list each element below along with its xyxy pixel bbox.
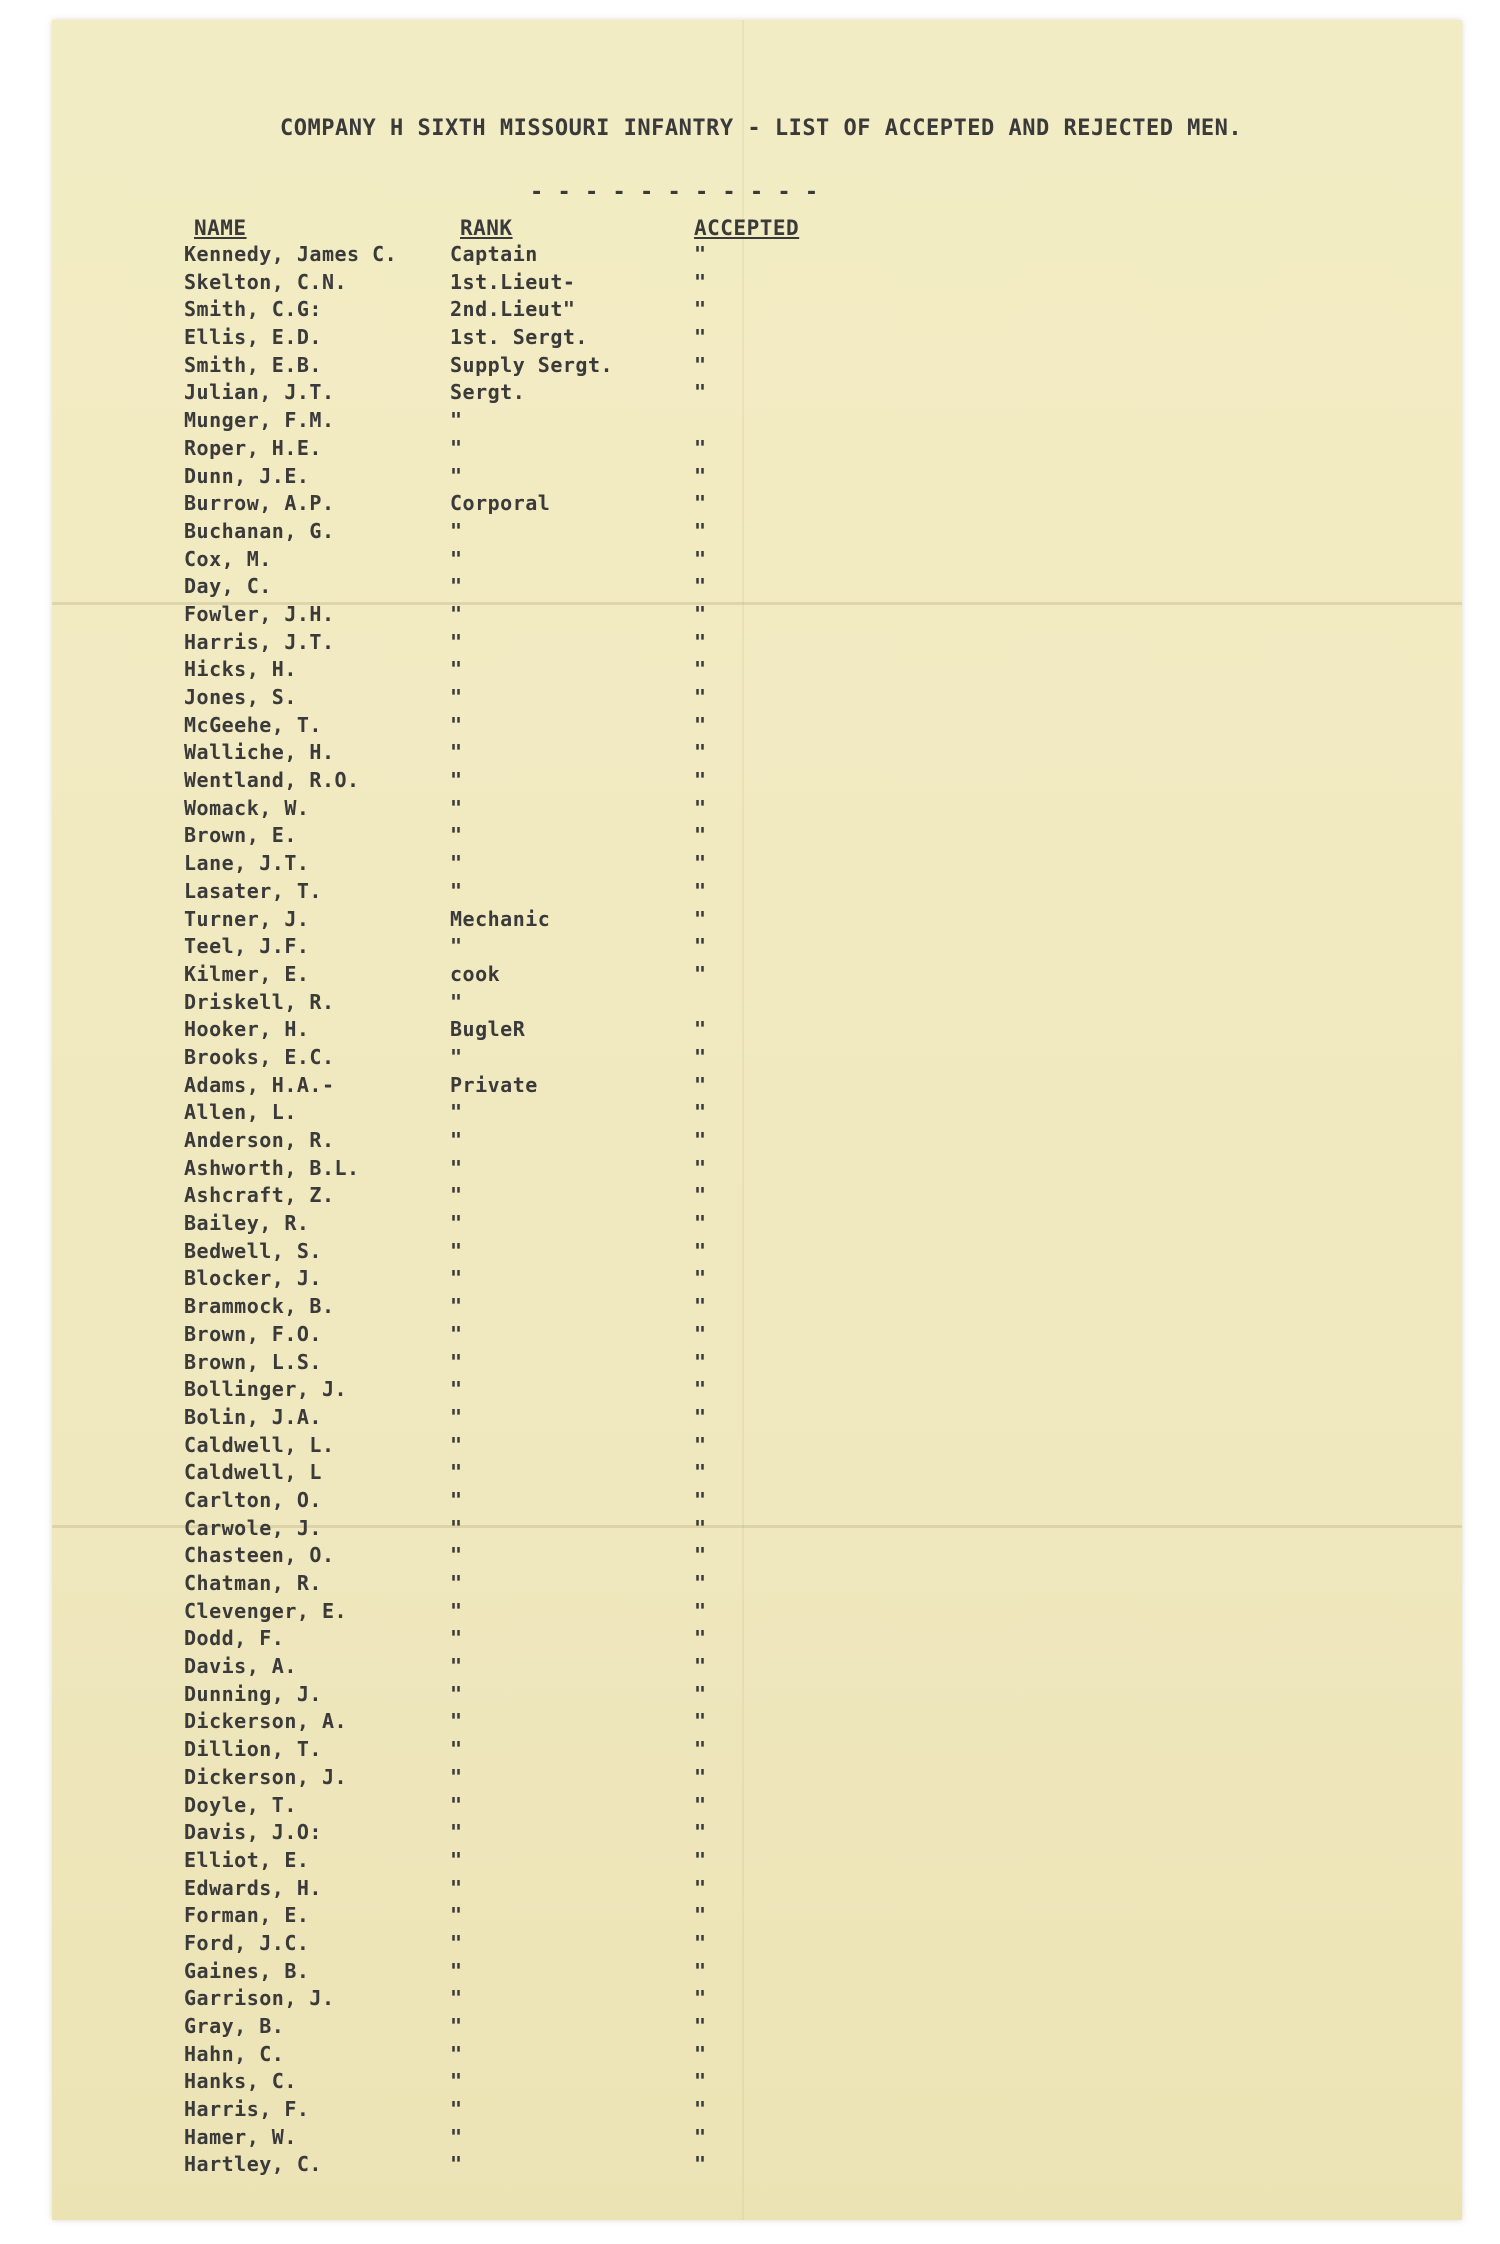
roster-accepted: " [694, 1875, 707, 1900]
roster-accepted: " [694, 1432, 707, 1457]
roster-row [52, 1100, 1462, 1128]
roster-rank: " [450, 1847, 463, 1872]
roster-row [52, 297, 1462, 325]
roster-row [52, 2069, 1462, 2097]
roster-rank: " [450, 2097, 463, 2122]
roster-rank: " [450, 435, 463, 460]
roster-accepted: " [694, 380, 707, 405]
roster-rank: " [450, 1377, 463, 1402]
roster-row [52, 685, 1462, 713]
roster-rank: " [450, 1128, 463, 1152]
roster-name: Smith, C.G: [184, 297, 322, 322]
roster-name: Hanks, C. [184, 2069, 297, 2094]
roster-name: Kennedy, James C. [184, 242, 398, 266]
roster-rank: " [450, 1321, 463, 1346]
roster-rank: 2nd.Lieut" [450, 297, 576, 322]
roster-name: Bailey, R. [184, 1211, 310, 1236]
roster-rank: BugleR [450, 1017, 526, 1042]
roster-accepted: " [694, 1072, 707, 1097]
roster-rank: " [450, 1183, 463, 1208]
roster-rank: " [450, 823, 463, 848]
roster-name: Teel, J.F. [184, 934, 310, 959]
roster-rank: " [450, 1903, 463, 1928]
roster-accepted: " [694, 601, 707, 626]
roster-name: Julian, J.T. [184, 380, 335, 405]
roster-accepted: " [694, 961, 707, 986]
roster-rank: " [450, 1709, 463, 1734]
roster-row [52, 2152, 1462, 2180]
roster-row [52, 1765, 1462, 1793]
roster-row [52, 1793, 1462, 1821]
roster-rank: " [450, 1211, 463, 1236]
roster-rank: " [450, 1930, 463, 1955]
roster-accepted: " [694, 491, 707, 516]
roster-rank: Captain [450, 242, 538, 266]
roster-name: Chatman, R. [184, 1571, 322, 1595]
roster-row [52, 519, 1462, 547]
roster-rank: Corporal [450, 491, 551, 516]
roster-name: Bedwell, S. [184, 1238, 322, 1263]
roster-accepted: " [694, 1764, 707, 1789]
roster-row [52, 1350, 1462, 1378]
roster-row [52, 353, 1462, 381]
roster-accepted: " [694, 1930, 707, 1955]
roster-name: Clevenger, E. [184, 1598, 348, 1623]
roster-name: Ashworth, B.L. [184, 1155, 360, 1180]
roster-row [52, 1377, 1462, 1405]
roster-row [52, 879, 1462, 907]
roster-name: Harris, F. [184, 2097, 310, 2122]
roster-rank: " [450, 1598, 463, 1623]
roster-name: Forman, E. [184, 1903, 310, 1928]
roster-name: Davis, J.O: [184, 1820, 322, 1845]
roster-name: Smith, E.B. [184, 352, 322, 377]
roster-accepted: " [694, 1266, 707, 1291]
roster-rank: " [450, 1764, 463, 1789]
roster-row [52, 1931, 1462, 1959]
roster-name: Lane, J.T. [184, 851, 310, 876]
roster-rank: " [450, 795, 463, 820]
roster-name: Hooker, H. [184, 1017, 310, 1042]
roster-row [52, 1876, 1462, 1904]
roster-rank: " [450, 408, 463, 433]
column-header-rank: RANK [460, 216, 513, 240]
roster-row [52, 796, 1462, 824]
roster-name: Brooks, E.C. [184, 1044, 335, 1069]
roster-row [52, 464, 1462, 492]
roster-accepted: " [694, 546, 707, 571]
roster-rank: " [450, 1543, 463, 1568]
roster-accepted: " [694, 1100, 707, 1125]
roster-row [52, 1045, 1462, 1073]
roster-row [52, 1322, 1462, 1350]
roster-name: Fowler, J.H. [184, 601, 335, 626]
roster-accepted: " [694, 1155, 707, 1180]
roster-rank: " [450, 2069, 463, 2094]
roster-row [52, 547, 1462, 575]
roster-accepted: " [694, 352, 707, 377]
roster-accepted: " [694, 906, 707, 931]
roster-name: Walliche, H. [184, 740, 335, 765]
roster-accepted: " [694, 1377, 707, 1402]
roster-accepted: " [694, 297, 707, 322]
roster-row [52, 2042, 1462, 2070]
roster-row [52, 2014, 1462, 2042]
roster-name: Dickerson, J. [184, 1764, 348, 1789]
roster-row [52, 1959, 1462, 1987]
roster-row [52, 990, 1462, 1018]
roster-name: Dunn, J.E. [184, 463, 310, 488]
roster-accepted: " [694, 851, 707, 876]
roster-rank: " [450, 1820, 463, 1845]
roster-row [52, 1460, 1462, 1488]
roster-name: Turner, J. [184, 906, 310, 931]
roster-rank: " [450, 1349, 463, 1374]
roster-row [52, 1737, 1462, 1765]
column-header-name: NAME [194, 216, 247, 240]
roster-name: Gaines, B. [184, 1958, 310, 1983]
roster-rank: " [450, 1875, 463, 1900]
roster-name: Hartley, C. [184, 2152, 322, 2177]
roster-name: Ashcraft, Z. [184, 1183, 335, 1208]
roster-rank: " [450, 1432, 463, 1457]
roster-row [52, 768, 1462, 796]
roster-name: Brown, F.O. [184, 1321, 322, 1346]
roster-name: Cox, M. [184, 546, 272, 571]
roster-row [52, 1820, 1462, 1848]
roster-name: Caldwell, L [184, 1460, 322, 1485]
roster-rank: " [450, 1571, 463, 1595]
roster-name: Caldwell, L. [184, 1432, 335, 1457]
roster-row [52, 1709, 1462, 1737]
roster-row [52, 325, 1462, 353]
roster-name: Harris, J.T. [184, 629, 335, 654]
roster-rank: " [450, 2124, 463, 2149]
roster-accepted: " [694, 795, 707, 820]
roster-row [52, 1516, 1462, 1544]
roster-row [52, 1266, 1462, 1294]
roster-accepted: " [694, 1986, 707, 2011]
roster-row [52, 1599, 1462, 1627]
roster-name: Carwole, J. [184, 1515, 322, 1540]
roster-rank: " [450, 1487, 463, 1512]
roster-row [52, 242, 1462, 270]
column-header-accepted: ACCEPTED [694, 216, 800, 240]
roster-row [52, 1073, 1462, 1101]
roster-name: Burrow, A.P. [184, 491, 335, 516]
roster-row [52, 823, 1462, 851]
roster-accepted: " [694, 325, 707, 350]
roster-rank: " [450, 768, 463, 793]
roster-row [52, 1239, 1462, 1267]
roster-rank: " [450, 2041, 463, 2066]
roster-rank: " [450, 1681, 463, 1706]
roster-accepted: " [694, 2041, 707, 2066]
roster-row [52, 574, 1462, 602]
roster-name: Roper, H.E. [184, 435, 322, 460]
roster-name: Brown, L.S. [184, 1349, 322, 1374]
roster-rank: " [450, 574, 463, 599]
roster-accepted: " [694, 1737, 707, 1762]
roster-rank: " [450, 851, 463, 876]
roster-rank: " [450, 1294, 463, 1319]
roster-row [52, 1986, 1462, 2014]
roster-rank: " [450, 685, 463, 709]
roster-name: Day, C. [184, 574, 272, 599]
roster-rank: Sergt. [450, 380, 526, 405]
roster-name: Hahn, C. [184, 2041, 285, 2066]
roster-list [52, 242, 1462, 2180]
roster-row [52, 1017, 1462, 1045]
roster-row [52, 1294, 1462, 1322]
roster-name: Allen, L. [184, 1100, 297, 1125]
roster-rank: " [450, 1460, 463, 1485]
roster-accepted: " [694, 435, 707, 460]
roster-name: Bollinger, J. [184, 1377, 348, 1402]
roster-accepted: " [694, 768, 707, 793]
roster-rank: " [450, 1238, 463, 1263]
roster-accepted: " [694, 2152, 707, 2177]
roster-rank: " [450, 2152, 463, 2177]
roster-row [52, 962, 1462, 990]
roster-rank: " [450, 2014, 463, 2038]
roster-accepted: " [694, 1044, 707, 1069]
roster-accepted: " [694, 1349, 707, 1374]
roster-accepted: " [694, 1958, 707, 1983]
roster-rank: " [450, 1737, 463, 1762]
roster-name: Blocker, J. [184, 1266, 322, 1291]
roster-row [52, 1211, 1462, 1239]
roster-name: Kilmer, E. [184, 961, 310, 986]
roster-accepted: " [694, 1571, 707, 1595]
roster-accepted: " [694, 1211, 707, 1236]
roster-rank: " [450, 934, 463, 959]
roster-accepted: " [694, 1128, 707, 1152]
roster-name: Gray, B. [184, 2014, 285, 2038]
roster-rank: " [450, 989, 463, 1014]
roster-accepted: " [694, 2124, 707, 2149]
roster-rank: " [450, 1100, 463, 1125]
roster-accepted: " [694, 1654, 707, 1679]
roster-row [52, 2125, 1462, 2153]
roster-row [52, 1183, 1462, 1211]
roster-rank: 1st.Lieut- [450, 269, 576, 294]
roster-rank: " [450, 712, 463, 737]
roster-accepted: " [694, 934, 707, 959]
roster-row [52, 2097, 1462, 2125]
roster-name: Bolin, J.A. [184, 1404, 322, 1429]
roster-row [52, 1543, 1462, 1571]
roster-accepted: " [694, 657, 707, 682]
roster-row [52, 380, 1462, 408]
roster-name: Lasater, T. [184, 878, 322, 903]
roster-accepted: " [694, 1294, 707, 1319]
roster-row [52, 1848, 1462, 1876]
roster-accepted: " [694, 1792, 707, 1817]
roster-row [52, 934, 1462, 962]
roster-rank: " [450, 1266, 463, 1291]
roster-name: Anderson, R. [184, 1128, 335, 1152]
roster-accepted: " [694, 1598, 707, 1623]
roster-accepted: " [694, 1460, 707, 1485]
roster-name: Chasteen, O. [184, 1543, 335, 1568]
roster-row [52, 630, 1462, 658]
roster-name: Hamer, W. [184, 2124, 297, 2149]
roster-accepted: " [694, 518, 707, 543]
roster-name: Wentland, R.O. [184, 768, 360, 793]
roster-row [52, 1903, 1462, 1931]
roster-accepted: " [694, 740, 707, 765]
roster-rank: " [450, 878, 463, 903]
roster-name: Brown, E. [184, 823, 297, 848]
roster-row [52, 408, 1462, 436]
roster-rank: " [450, 1044, 463, 1069]
roster-row [52, 907, 1462, 935]
roster-accepted: " [694, 463, 707, 488]
roster-rank: " [450, 546, 463, 571]
roster-rank: Private [450, 1072, 538, 1097]
roster-name: Skelton, C.N. [184, 269, 348, 294]
roster-name: Davis, A. [184, 1654, 297, 1679]
roster-name: Edwards, H. [184, 1875, 322, 1900]
roster-name: Garrison, J. [184, 1986, 335, 2011]
roster-row [52, 1654, 1462, 1682]
roster-accepted: " [694, 1709, 707, 1734]
roster-row [52, 713, 1462, 741]
roster-accepted: " [694, 712, 707, 737]
roster-rank: " [450, 1155, 463, 1180]
roster-row [52, 1405, 1462, 1433]
roster-row [52, 1682, 1462, 1710]
roster-rank: " [450, 463, 463, 488]
roster-accepted: " [694, 1903, 707, 1928]
roster-rank: Mechanic [450, 906, 551, 931]
roster-rank: " [450, 1986, 463, 2011]
roster-name: Jones, S. [184, 685, 297, 709]
roster-accepted: " [694, 1820, 707, 1845]
roster-name: Ellis, E.D. [184, 325, 322, 350]
roster-name: Dillion, T. [184, 1737, 322, 1762]
roster-accepted: " [694, 1487, 707, 1512]
roster-row [52, 851, 1462, 879]
roster-accepted: " [694, 1847, 707, 1872]
roster-rank: " [450, 1958, 463, 1983]
roster-accepted: " [694, 1183, 707, 1208]
roster-row [52, 491, 1462, 519]
roster-rank: " [450, 629, 463, 654]
roster-name: Ford, J.C. [184, 1930, 310, 1955]
roster-rank: " [450, 740, 463, 765]
roster-accepted: " [694, 1017, 707, 1042]
roster-rank: " [450, 1626, 463, 1651]
roster-name: Dunning, J. [184, 1681, 322, 1706]
roster-rank: Supply Sergt. [450, 352, 614, 377]
roster-accepted: " [694, 1681, 707, 1706]
roster-accepted: " [694, 242, 707, 266]
roster-accepted: " [694, 2097, 707, 2122]
roster-rank: " [450, 657, 463, 682]
roster-accepted: " [694, 2069, 707, 2094]
roster-accepted: " [694, 685, 707, 709]
roster-name: Buchanan, G. [184, 518, 335, 543]
roster-row [52, 1433, 1462, 1461]
roster-accepted: " [694, 1404, 707, 1429]
roster-accepted: " [694, 878, 707, 903]
roster-row [52, 657, 1462, 685]
roster-rank: " [450, 518, 463, 543]
roster-accepted: " [694, 629, 707, 654]
roster-name: Doyle, T. [184, 1792, 297, 1817]
roster-name: Brammock, B. [184, 1294, 335, 1319]
roster-name: Adams, H.A.- [184, 1072, 335, 1097]
roster-accepted: " [694, 2014, 707, 2038]
roster-row [52, 1156, 1462, 1184]
roster-row [52, 1128, 1462, 1156]
roster-rank: " [450, 1654, 463, 1679]
roster-rank: " [450, 1404, 463, 1429]
roster-accepted: " [694, 574, 707, 599]
roster-rank: " [450, 1792, 463, 1817]
roster-accepted: " [694, 1626, 707, 1651]
roster-name: Womack, W. [184, 795, 310, 820]
roster-row [52, 270, 1462, 298]
roster-rank: " [450, 601, 463, 626]
roster-name: Hicks, H. [184, 657, 297, 682]
roster-name: McGeehe, T. [184, 712, 322, 737]
roster-name: Driskell, R. [184, 989, 335, 1014]
roster-row [52, 1488, 1462, 1516]
roster-name: Carlton, O. [184, 1487, 322, 1512]
roster-accepted: " [694, 1321, 707, 1346]
roster-accepted: " [694, 1543, 707, 1568]
roster-row [52, 740, 1462, 768]
roster-rank: " [450, 1515, 463, 1540]
roster-row [52, 436, 1462, 464]
document-page [52, 20, 1462, 2220]
roster-accepted: " [694, 269, 707, 294]
roster-rank: cook [450, 961, 501, 986]
roster-accepted: " [694, 1515, 707, 1540]
roster-name: Dodd, F. [184, 1626, 285, 1651]
roster-name: Elliot, E. [184, 1847, 310, 1872]
roster-name: Munger, F.M. [184, 408, 335, 433]
document-title: COMPANY H SIXTH MISSOURI INFANTRY - LIST OF ACCEPTED AND REJECTED MEN. [280, 116, 1243, 141]
title-separator: - - - - - - - - - - - [530, 180, 819, 205]
roster-rank: 1st. Sergt. [450, 325, 588, 350]
roster-row [52, 602, 1462, 630]
roster-row [52, 1571, 1462, 1599]
roster-accepted: " [694, 1238, 707, 1263]
roster-accepted: " [694, 823, 707, 848]
roster-name: Dickerson, A. [184, 1709, 348, 1734]
roster-row [52, 1626, 1462, 1654]
